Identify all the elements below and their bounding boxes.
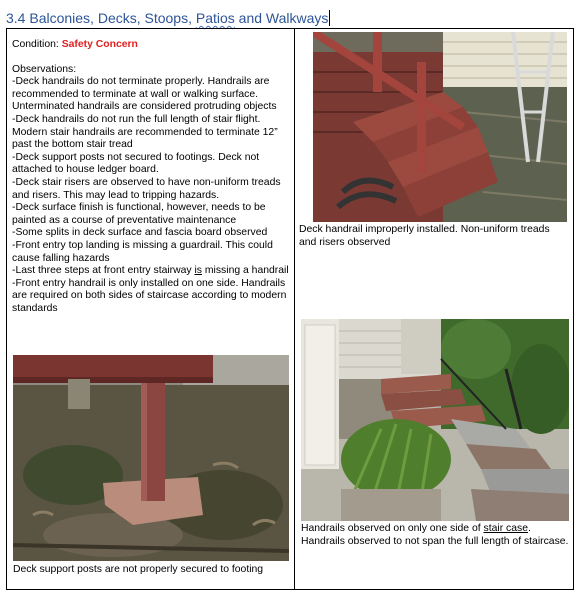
observations-label: Observations:: [12, 63, 77, 75]
deck-post-photo: [13, 355, 289, 561]
caption-front-entry: Handrails observed on only one side of stair case. Handrails observed to not span the full length of staircase.: [301, 523, 569, 547]
observation-item: -Deck stair risers are observed to have non-uniform treads and risers. This may lead to tripping hazards.: [12, 176, 281, 201]
condition-value: Safety Concern: [61, 39, 138, 50]
observation-item: -Front entry top landing is missing a guardrail. This could cause falling hazards: [12, 239, 273, 264]
front-entry-photo: [301, 319, 569, 521]
observation-item: -Some splits in deck surface and fascia board observed: [12, 227, 268, 239]
deck-handrail-photo: [313, 32, 567, 222]
observation-item: -Deck support posts not secured to footings. Deck not attached to house ledger board.: [12, 151, 260, 176]
inspection-table: [6, 28, 574, 590]
observation-item: -Deck handrails do not run the full length of stair flight. Modern stair handrails are recommended to terminate 12” past the bottom stair tread: [12, 113, 278, 151]
caption-deck-handrail: Deck handrail improperly installed. Non-uniform treads and risers observed: [299, 224, 550, 248]
text-cursor: [329, 10, 330, 26]
observations-list: [12, 64, 290, 316]
section-heading: 3.4 Balconies, Decks, Stoops, Patios and Walkways: [6, 10, 329, 26]
observation-item: -Last three steps at front entry stairway is missing a handrail: [12, 265, 289, 277]
observation-item: -Front entry handrail is only installed on one side. Handrails are required on both sides of staircase according to modern standards: [12, 277, 287, 314]
column-divider: [294, 29, 295, 589]
observation-item: -Deck surface finish is functional, however, needs to be painted as a course of preventative maintenance: [12, 202, 266, 226]
observations-cell: [12, 39, 290, 315]
observation-item: -Deck handrails do not terminate properly. Handrails are recommended to terminate at wall or walking surface. Unterminated handrails are considered protruding objects: [12, 76, 277, 113]
condition-line: Condition: Safety Concern: [12, 39, 138, 50]
caption-deck-post: Deck support posts are not properly secured to footing: [13, 564, 264, 575]
